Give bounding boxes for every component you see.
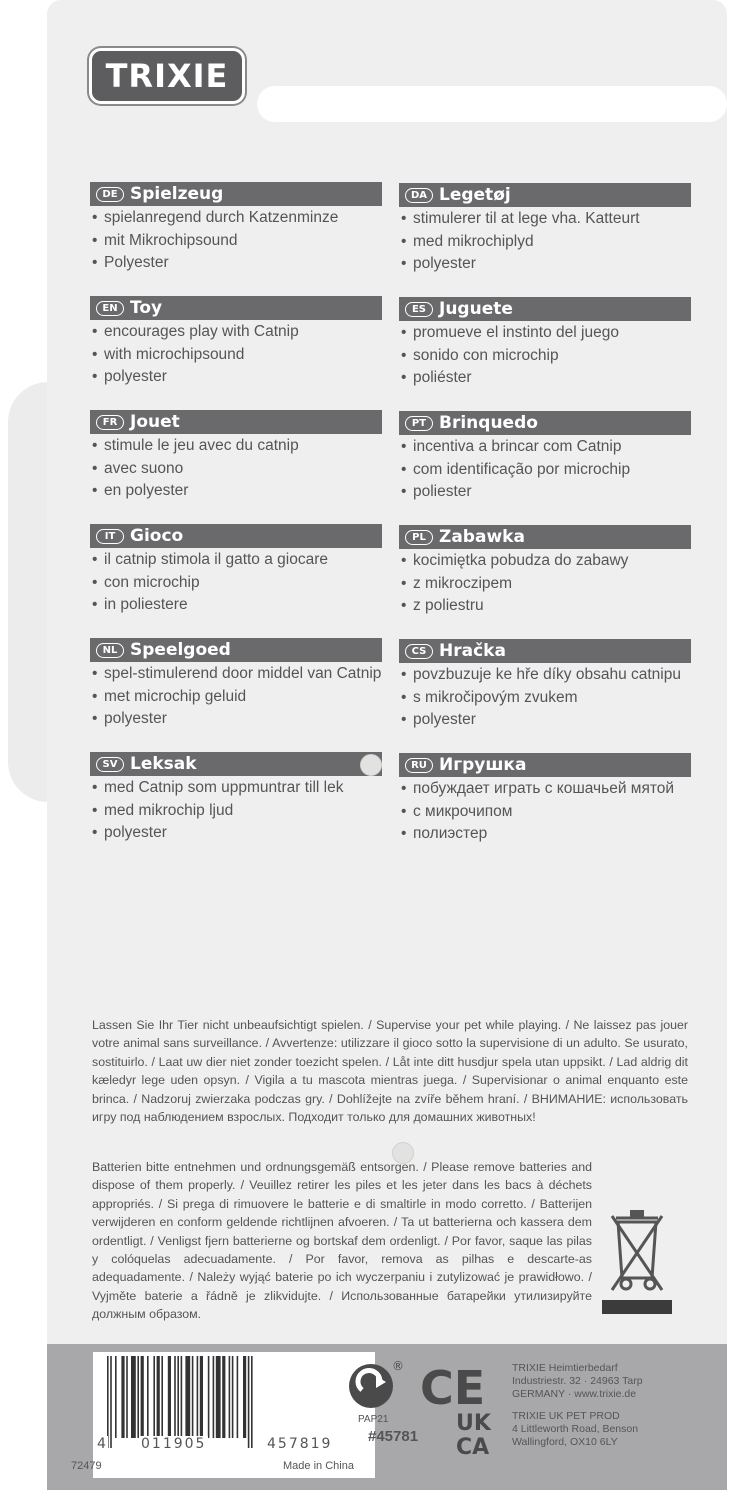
- feature-item: • побуждает играть с кошачьей мятой: [399, 778, 691, 801]
- barcode-bar: [192, 1356, 194, 1438]
- section-header: [399, 525, 691, 549]
- barcode-bar: [229, 1356, 231, 1438]
- right-language-column: [399, 183, 691, 867]
- language-code-badge: EN: [96, 301, 124, 316]
- barcode-bar: [185, 1356, 190, 1438]
- feature-item: • avec suono: [90, 458, 382, 481]
- feature-list: [90, 549, 382, 617]
- feature-item: • povzbuzuje ke hře díky obsahu catnipu: [399, 664, 691, 687]
- section-title: Jouet: [130, 412, 180, 432]
- address-line: GERMANY · www.trixie.de: [512, 1388, 637, 1400]
- section-header: [399, 411, 691, 435]
- barcode-bar: [243, 1356, 246, 1438]
- feature-item: • med mikrochip ljud: [90, 800, 382, 823]
- language-code-badge: PT: [405, 416, 433, 431]
- barcode-bar: [153, 1356, 155, 1438]
- barcode-bar: [237, 1356, 239, 1438]
- barcode-group-1: 011905: [141, 1436, 207, 1452]
- feature-item: • sonido con microchip: [399, 345, 691, 368]
- barcode-bar: [177, 1356, 179, 1438]
- section-header: [399, 639, 691, 663]
- feature-list: [90, 777, 382, 845]
- feature-item: • con microchip: [90, 572, 382, 595]
- section-title: Gioco: [130, 526, 184, 546]
- feature-item: • med mikrochiplyd: [399, 231, 691, 254]
- barcode-bar: [174, 1356, 176, 1438]
- supervision-warning: Lassen Sie Ihr Tier nicht unbeaufsichtigt spielen. / Supervise your pet while playing. / Ne laissez pas jouer votre animal sans surveillance. / Avvertenze: utilizzare il gioco sotto la supervisione di un adulto. Se usurato, sostituirlo. / Laat uw dier niet zonder toezicht spelen. / Låt inte ditt husdjur spela utan uppsikt. / Lad aldrig dit kæledyr lege uden opsyn. / Vigila a tu mascota mientras juega. / Supervisionar o animal enquanto este brinca. / Nadzoruj zwierzaka podczas gry. / Dohlížejte na zvíře během hraní. / ВНИМАНИЕ: использовать игру под наблюдением взрослых. Подходит только для домашних животных!: [92, 1018, 688, 1125]
- section-title: Speelgoed: [130, 640, 231, 660]
- section-title: Leksak: [130, 754, 197, 774]
- feature-list: [399, 664, 691, 732]
- hang-hole: [257, 86, 727, 122]
- battery-disposal-note: Batterien bitte entnehmen und ordnungsgemäß entsorgen. / Please remove batteries and dispose of them properly. / Veuillez retirer les piles et les jeter dans les bacs à déchets appropriés. / Si prega di rimuovere le batterie e di smaltirle in modo corretto. / Batterijen verwijderen en conform geldende richtlijnen afvoeren. / Ta ut batterierna och kassera dem ordentligt. / Venligst fjern batterierne og bortskaf dem ordenligt. / Por favor, saque las pilas y colóquelas adecuadamente. / Por favor, remova as pilhas e descarte-as adequadamente. / Należy wyjąć baterie po ich wyczerpaniu i zutylizować je prawidłowo. / Vyjměte baterie a řádně je zlikvidujte. / Использованные батарейки утилизируйте должным образом.: [92, 1160, 592, 1322]
- language-section: [90, 182, 382, 296]
- language-section: [399, 183, 691, 297]
- feature-item: • polyester: [399, 253, 691, 276]
- feature-item: • met microchip geluid: [90, 686, 382, 709]
- feature-item: • in poliestere: [90, 594, 382, 617]
- barcode-bar: [121, 1356, 124, 1438]
- brand-logo-text: TRIXIE: [89, 48, 245, 104]
- barcode-bar: [251, 1356, 253, 1448]
- barcode-bar: [147, 1356, 149, 1438]
- address-uk: [512, 1410, 638, 1449]
- language-code-badge: NL: [96, 643, 124, 658]
- feature-list: [90, 321, 382, 389]
- section-header: [90, 296, 382, 320]
- language-code-badge: FR: [96, 415, 124, 430]
- barcode-first-digit: 4: [97, 1436, 106, 1452]
- barcode-bar: [131, 1356, 136, 1438]
- feature-item: • z mikroczipem: [399, 573, 691, 596]
- item-code: 72479: [71, 1460, 102, 1472]
- barcode-bar: [141, 1356, 144, 1438]
- barcode-bar: [110, 1356, 112, 1448]
- weee-bin-icon: [592, 1194, 678, 1318]
- language-code-badge: ES: [405, 302, 433, 317]
- section-header: [90, 752, 382, 776]
- section-header: [399, 753, 691, 777]
- feature-item: • Polyester: [90, 252, 382, 275]
- feature-item: • polyester: [90, 822, 382, 845]
- address-line: Wallingford, OX10 6LY: [512, 1436, 618, 1448]
- barcode-group-2: 457819: [267, 1436, 333, 1452]
- feature-list: [399, 322, 691, 390]
- barcode-bar: [157, 1356, 160, 1438]
- section-title: Игрушка: [439, 755, 527, 775]
- section-header: [90, 410, 382, 434]
- barcode-bar: [107, 1356, 109, 1448]
- brand-logo: [89, 44, 289, 104]
- made-in-label: Made in China: [283, 1460, 354, 1472]
- feature-list: [90, 435, 382, 503]
- feature-list: [90, 207, 382, 275]
- barcode-bar: [248, 1356, 250, 1448]
- barcode-bar: [232, 1356, 234, 1438]
- language-code-badge: RU: [405, 758, 433, 773]
- section-title: Zabawka: [439, 527, 525, 547]
- language-code-badge: DA: [405, 188, 433, 203]
- feature-item: • incentiva a brincar com Catnip: [399, 436, 691, 459]
- section-header: [90, 182, 382, 206]
- left-language-column: [90, 182, 382, 866]
- barcode-bar: [200, 1356, 203, 1438]
- certification-marks: [324, 1352, 504, 1482]
- language-code-badge: PL: [405, 530, 433, 545]
- address-line: Industriestr. 32 · 24963 Tarp: [512, 1375, 643, 1387]
- barcode-bar: [181, 1356, 183, 1448]
- address-line: TRIXIE Heimtierbedarf: [512, 1362, 618, 1374]
- language-code-badge: DE: [96, 187, 124, 202]
- registered-mark: ®: [392, 1359, 404, 1373]
- language-section: [399, 411, 691, 525]
- barcode-bar: [168, 1356, 171, 1438]
- feature-item: • med Catnip som uppmuntrar till lek: [90, 777, 382, 800]
- feature-item: • spielanregend durch Katzenminze: [90, 207, 382, 230]
- barcode-bar: [213, 1356, 215, 1438]
- feature-item: • mit Mikrochipsound: [90, 230, 382, 253]
- barcode-bar: [208, 1356, 210, 1438]
- language-section: [399, 297, 691, 411]
- barcode-bar: [197, 1356, 199, 1438]
- barcode-bar: [137, 1356, 139, 1438]
- address-line: TRIXIE UK PET PROD: [512, 1410, 620, 1422]
- language-section: [399, 525, 691, 639]
- feature-list: [399, 550, 691, 618]
- feature-item: • com identificação por microchip: [399, 459, 691, 482]
- language-code-badge: IT: [96, 529, 124, 544]
- glue-dot: [360, 754, 382, 776]
- section-title: Hračka: [439, 641, 506, 661]
- feature-item: • z poliestru: [399, 595, 691, 618]
- feature-item: • polyester: [399, 709, 691, 732]
- barcode-bar: [115, 1356, 117, 1438]
- section-title: Juguete: [439, 299, 513, 319]
- section-header: [90, 524, 382, 548]
- language-section: [90, 296, 382, 410]
- feature-item: • polyester: [90, 366, 382, 389]
- feature-item: • polyester: [90, 708, 382, 731]
- barcode-bar: [161, 1356, 163, 1438]
- barcode-bar: [126, 1356, 128, 1438]
- feature-item: • stimule le jeu avec du catnip: [90, 435, 382, 458]
- feature-item: • poliester: [399, 481, 691, 504]
- feature-item: • promueve el instinto del juego: [399, 322, 691, 345]
- feature-item: • en polyester: [90, 480, 382, 503]
- feature-item: • encourages play with Catnip: [90, 321, 382, 344]
- article-number: #45781: [368, 1428, 419, 1445]
- address-line: 4 Littleworth Road, Benson: [512, 1423, 639, 1435]
- section-title: Spielzeug: [130, 184, 224, 204]
- ce-mark: CE: [420, 1361, 486, 1415]
- section-title: Toy: [130, 298, 163, 318]
- section-header: [399, 297, 691, 321]
- ukca-mark-bottom: CA: [456, 1435, 490, 1460]
- feature-item: • with microchipsound: [90, 344, 382, 367]
- feature-list: [399, 778, 691, 846]
- ukca-mark-top: UK: [456, 1411, 491, 1436]
- language-code-badge: SV: [96, 757, 124, 772]
- section-title: Legetøj: [439, 185, 511, 205]
- address-germany: [512, 1362, 643, 1401]
- feature-item: • s mikročipovým zvukem: [399, 687, 691, 710]
- feature-item: • stimulerer til at lege vha. Katteurt: [399, 208, 691, 231]
- language-section: [90, 524, 382, 638]
- barcode-bar: [216, 1356, 221, 1438]
- language-section: [90, 752, 382, 866]
- language-section: [399, 753, 691, 867]
- feature-list: [399, 436, 691, 504]
- feature-item: • poliéster: [399, 367, 691, 390]
- language-code-badge: CS: [405, 644, 433, 659]
- feature-item: • spel-stimulerend door middel van Catnip: [90, 663, 382, 686]
- barcode-bar: [222, 1356, 225, 1438]
- feature-item: • полиэстер: [399, 823, 691, 846]
- section-title: Brinquedo: [439, 413, 538, 433]
- feature-list: [90, 663, 382, 731]
- feature-list: [399, 208, 691, 276]
- feature-item: • il catnip stimola il gatto a giocare: [90, 549, 382, 572]
- language-section: [90, 638, 382, 752]
- feature-item: • с микрочипом: [399, 801, 691, 824]
- language-section: [90, 410, 382, 524]
- pap-code: PAP21: [358, 1414, 389, 1425]
- language-section: [399, 639, 691, 753]
- feature-item: • kocimiętka pobudza do zabawy: [399, 550, 691, 573]
- section-header: [90, 638, 382, 662]
- section-header: [399, 183, 691, 207]
